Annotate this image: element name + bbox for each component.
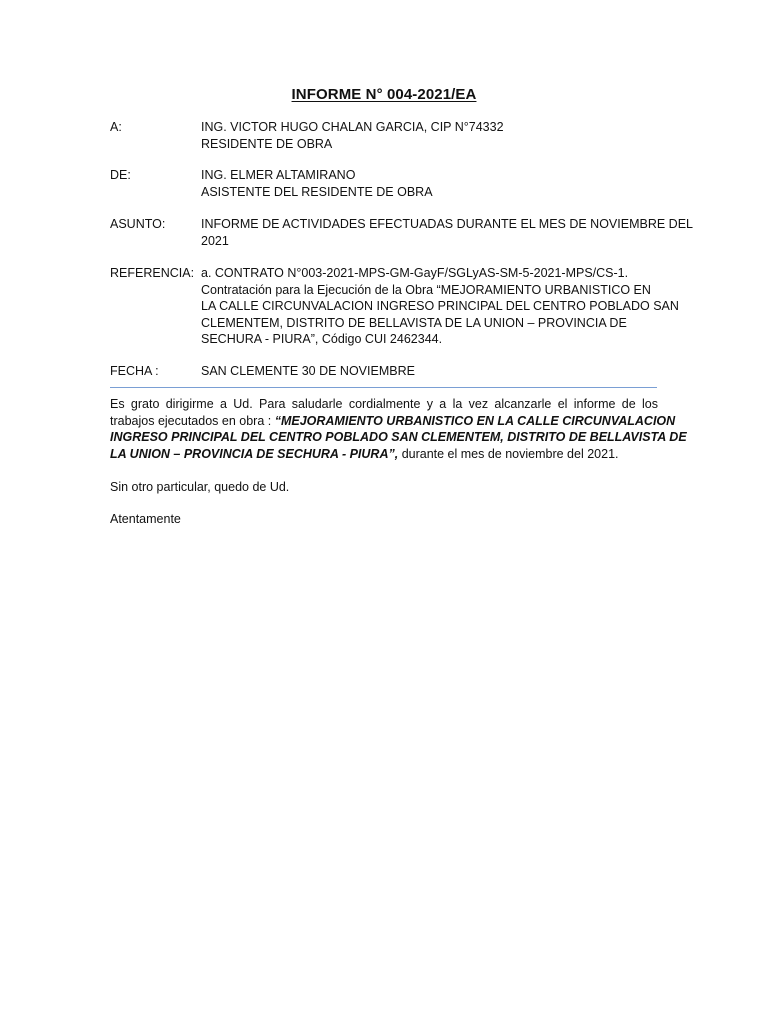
body-text: Es grato dirigirme a Ud. Para saludarle cordialmente y a la vez alcanzarle el informe de los bbox=[110, 397, 658, 411]
field-asunto-line: INFORME DE ACTIVIDADES EFECTUADAS DURANTE EL MES DE NOVIEMBRE DEL bbox=[201, 217, 693, 231]
body-text: durante el mes de noviembre del 2021. bbox=[398, 446, 619, 461]
signoff-text: Atentamente bbox=[110, 512, 181, 526]
field-de-line: ING. ELMER ALTAMIRANO bbox=[201, 168, 356, 182]
body-paragraph bbox=[110, 396, 687, 462]
field-a-value bbox=[201, 119, 661, 152]
field-de-line: ASISTENTE DEL RESIDENTE DE OBRA bbox=[201, 184, 433, 199]
field-asunto-label: ASUNTO: bbox=[110, 217, 166, 231]
project-name-text: LA UNION – PROVINCIA DE SECHURA - PIURA”, bbox=[110, 446, 399, 461]
body-line bbox=[110, 429, 687, 446]
field-fecha-value bbox=[201, 363, 661, 380]
field-referencia-line: Contratación para la Ejecución de la Obra “MEJORAMIENTO URBANISTICO EN bbox=[201, 282, 651, 297]
field-a-line: RESIDENTE DE OBRA bbox=[201, 136, 333, 151]
field-referencia-label: REFERENCIA: bbox=[110, 266, 195, 280]
project-name-text: “MEJORAMIENTO URBANISTICO EN LA CALLE CIRCUNVALACION bbox=[274, 413, 676, 428]
body-line bbox=[110, 396, 658, 413]
field-asunto-value bbox=[201, 216, 693, 249]
closing-text: Sin otro particular, quedo de Ud. bbox=[110, 480, 290, 494]
field-asunto-line: 2021 bbox=[201, 233, 229, 248]
field-de-value bbox=[201, 167, 661, 200]
field-a-label: A: bbox=[110, 120, 122, 134]
field-fecha-line: SAN CLEMENTE 30 DE NOVIEMBRE bbox=[201, 364, 415, 378]
field-referencia-line: SECHURA - PIURA”, Código CUI 2462344. bbox=[201, 332, 443, 347]
body-text: trabajos ejecutados en obra : bbox=[110, 413, 275, 428]
field-a-line: ING. VICTOR HUGO CHALAN GARCIA, CIP N°74332 bbox=[201, 120, 504, 134]
header-divider bbox=[110, 387, 657, 388]
field-referencia-line: a. CONTRATO N°003-2021-MPS-GM-GayF/SGLyAS-SM-5-2021-MPS/CS-1. bbox=[201, 266, 629, 280]
document-title: INFORME N° 004-2021/EA bbox=[291, 86, 477, 103]
field-fecha-label: FECHA : bbox=[110, 364, 159, 378]
body-line bbox=[110, 413, 676, 430]
field-referencia-line: LA CALLE CIRCUNVALACION INGRESO PRINCIPAL DEL CENTRO POBLADO SAN bbox=[201, 299, 679, 314]
project-name-text: INGRESO PRINCIPAL DEL CENTRO POBLADO SAN CLEMENTEM, DISTRITO DE BELLAVISTA DE bbox=[110, 430, 687, 445]
field-referencia-line: CLEMENTEM, DISTRITO DE BELLAVISTA DE LA UNION – PROVINCIA DE bbox=[201, 315, 627, 330]
body-line bbox=[110, 446, 658, 463]
field-de-label: DE: bbox=[110, 168, 131, 182]
field-referencia-value bbox=[201, 265, 679, 348]
